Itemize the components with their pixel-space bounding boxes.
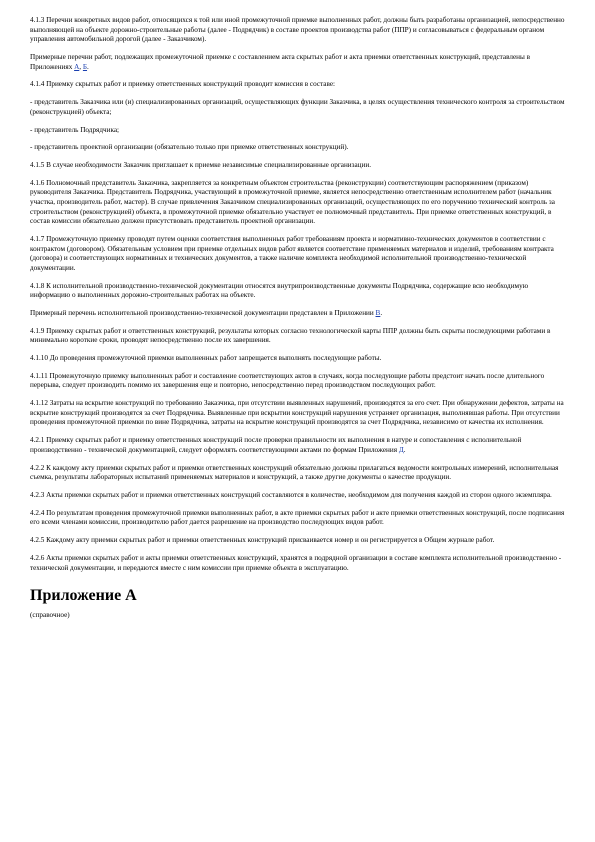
paragraph-text: - представитель проектной организации (обязательно только при приемке ответственных конструкций). xyxy=(30,143,349,152)
paragraph-text: Примерные перечни работ, подлежащих промежуточной приемке с составлением акта скрытых работ и акта приемки ответственных конструкций, представлены в Приложениях xyxy=(30,52,531,71)
paragraph-text: 4.1.10 До проведения промежуточной приемки выполненных работ запрещается выполнять последующие работы. xyxy=(30,354,382,363)
document-body xyxy=(30,16,569,573)
appendix-note: (справочное) xyxy=(30,611,70,620)
paragraph-text: 4.2.2 К каждому акту приемки скрытых работ и приемки ответственных конструкций обязательно должны прилагаться ведомости контрольных измерений, исполнительная съемка, результаты лабораторных испытаний применяемых материалов и конструкций, а также другие документы о качестве продукции. xyxy=(30,463,559,482)
paragraph-p9 xyxy=(30,235,569,273)
paragraph-text: 4.1.12 Затраты на вскрытие конструкций по требованию Заказчика, при отсутствии выявленных нарушений, производятся за его счет. При обнаружении дефектов, затраты на вскрытие конструкций производятся за счет Подрядчика. Выявленные при вскрытии конструкций нарушения устраняет организация, выполнявшая работы. При отсутствии проведения промежуточной приемки по вине Подрядчика, затраты на вскрытие конструкций производятся за счет Подрядчика, независимо от качества их исполнения. xyxy=(30,399,564,427)
paragraph-p15 xyxy=(30,399,569,428)
paragraph-p13 xyxy=(30,354,569,364)
paragraph-text: 4.2.4 По результатам проведения промежуточной приемки выполненных работ, в акте приемки скрытых работ и акте приемки ответственных конструкций, после подписания его всеми членами комиссии, производителю работ дается разрешение на производство последующих видов работ. xyxy=(30,508,565,527)
paragraph-p4 xyxy=(30,98,569,117)
appendix-link-1[interactable]: В xyxy=(375,308,381,317)
paragraph-p17 xyxy=(30,464,569,483)
paragraph-text: 4.1.5 В случае необходимости Заказчик приглашает к приемке независимые специализированные организации. xyxy=(30,161,372,170)
paragraph-p6 xyxy=(30,143,569,153)
paragraph-p3 xyxy=(30,80,569,90)
paragraph-p10 xyxy=(30,282,569,301)
paragraph-text: 4.1.9 Приемку скрытых работ и ответственных конструкций, результаты которых согласно технологической карты ППР должны быть скрыты последующими работами в минимально короткие сроки, проводят непосредственно после их завершения. xyxy=(30,326,551,345)
paragraph-text: 4.1.6 Полномочный представитель Заказчика, закрепляется за конкретным объектом строительства (реконструкции) соответствующим распоряжением (приказом) руководителя Заказчика. Представитель Подрядчика, участвующий в промежуточной приемке, является непосредственно ответственным исполнителем работ (начальник участка, производитель работ, мастер). В случае привлечения Заказчиком специализированных организаций, осуществляющих по его поручению технический контроль за строительством (реконструкцией) объекта, в промежуточной приемке обязательно участвует ее полномочный представитель. При приемке ответственных конструкций, в состав комиссии обязательно должен присутствовать представитель проектной организации. xyxy=(30,178,555,226)
paragraph-p14 xyxy=(30,372,569,391)
paragraph-p11: Примерный перечень исполнительной производственно-технической документации представлен в Приложении В. xyxy=(30,308,383,317)
paragraph-text: 4.2.1 Приемку скрытых работ и приемку ответственных конструкций после проверки правильности их выполнения в натуре и сопоставления с исполнительной производственно - технической документацией, следует оформлять соответствующими актами по формам Приложения xyxy=(30,436,522,454)
paragraph-text: 4.2.5 Каждому акту приемки скрытых работ и приемки ответственных конструкций присваивается номер и он регистрируется в Общем журнале работ. xyxy=(30,536,495,545)
paragraph-p20 xyxy=(30,536,569,546)
paragraph-p19 xyxy=(30,509,569,528)
paragraph-p21 xyxy=(30,554,569,573)
paragraph-text: - представитель Подрядчика; xyxy=(30,125,120,134)
paragraph-p16: 4.2.1 Приемку скрытых работ и приемку ответственных конструкций после проверки правильности их выполнения в натуре и сопоставления с исполнительной производственно - технической документацией, следует оформлять соответствующими актами по формам Приложения Д. xyxy=(30,436,522,454)
appendix-link-1[interactable]: А xyxy=(74,62,80,71)
paragraph-p18 xyxy=(30,491,569,501)
paragraph-p2: Примерные перечни работ, подлежащих промежуточной приемке с составлением акта скрытых работ и акта приемки ответственных конструкций, представлены в Приложениях А, Б. xyxy=(30,52,531,71)
paragraph-text: 4.1.7 Промежуточную приемку проводят путем оценки соответствия выполненных работ требованиям проекта и нормативно-технических документов в соответствии с контрактом (договором). Обязательным условием при приемке отдельных видов работ является соответствие применяемых материалов и изделий, требованиям контракта (договора) и соответствующих нормативных и технических документов, а также наличие комплекта необходимой исполнительной производственно-технической документации. xyxy=(30,235,554,272)
paragraph-p7 xyxy=(30,161,569,171)
paragraph-text: 4.1.4 Приемку скрытых работ и приемку ответственных конструкций проводит комиссия в составе: xyxy=(30,80,336,89)
appendix-title: Приложение А xyxy=(30,587,137,605)
appendix-link-2[interactable]: Б xyxy=(82,62,88,71)
paragraph-text: 4.2.3 Акты приемки скрытых работ и приемки ответственных конструкций составляются в количестве, необходимом для получения каждой из сторон одного экземпляра. xyxy=(30,490,552,499)
paragraph-text: - представитель Заказчика или (и) специализированных организаций, осуществляющих функции Заказчика, в целях осуществления технического контроля за строительством (реконструкцией) объекта; xyxy=(30,98,565,116)
paragraph-text: 4.1.8 К исполнительной производственно-технической документации относятся внутрипроизводственные документы Подрядчика, содержащие всю необходимую информацию о выполненных дорожно-строительных работах на объекте. xyxy=(30,281,529,300)
paragraph-p5 xyxy=(30,126,569,136)
paragraph-p12 xyxy=(30,327,569,346)
paragraph-text: 4.2.6 Акты приемки скрытых работ и акты приемки ответственных конструкций, хранятся в подрядной организации в составе комплекта исполнительной производственно - технической документации, и передаются вместе с ним комиссии при приемке объекта в эксплуатацию. xyxy=(30,553,562,572)
paragraph-text: 4.1.3 Перечни конкретных видов работ, относящихся к той или иной промежуточной приемке выполненных работ, должны быть разработаны организацией, непосредственно выполняющей на объекте дорожно-строительные работы (далее - Подрядчик) в составе проектов производства работ (ППР) и согласовываться с федеральным органом управления автомобильной дорогой (далее - Заказчиком). xyxy=(30,16,565,44)
paragraph-text: 4.1.11 Промежуточную приемку выполненных работ и составление соответствующих актов в случаях, когда последующие работы предстоит начать после длительного перерыва, следует производить помимо их завершения еще и повторно, непосредственно перед производством последующих работ. xyxy=(30,371,545,390)
paragraph-p8 xyxy=(30,179,569,227)
paragraph-text: Примерный перечень исполнительной производственно-технической документации представлен в Приложении xyxy=(30,308,376,317)
appendix-link-1[interactable]: Д xyxy=(398,445,404,454)
paragraph-p1 xyxy=(30,16,569,45)
